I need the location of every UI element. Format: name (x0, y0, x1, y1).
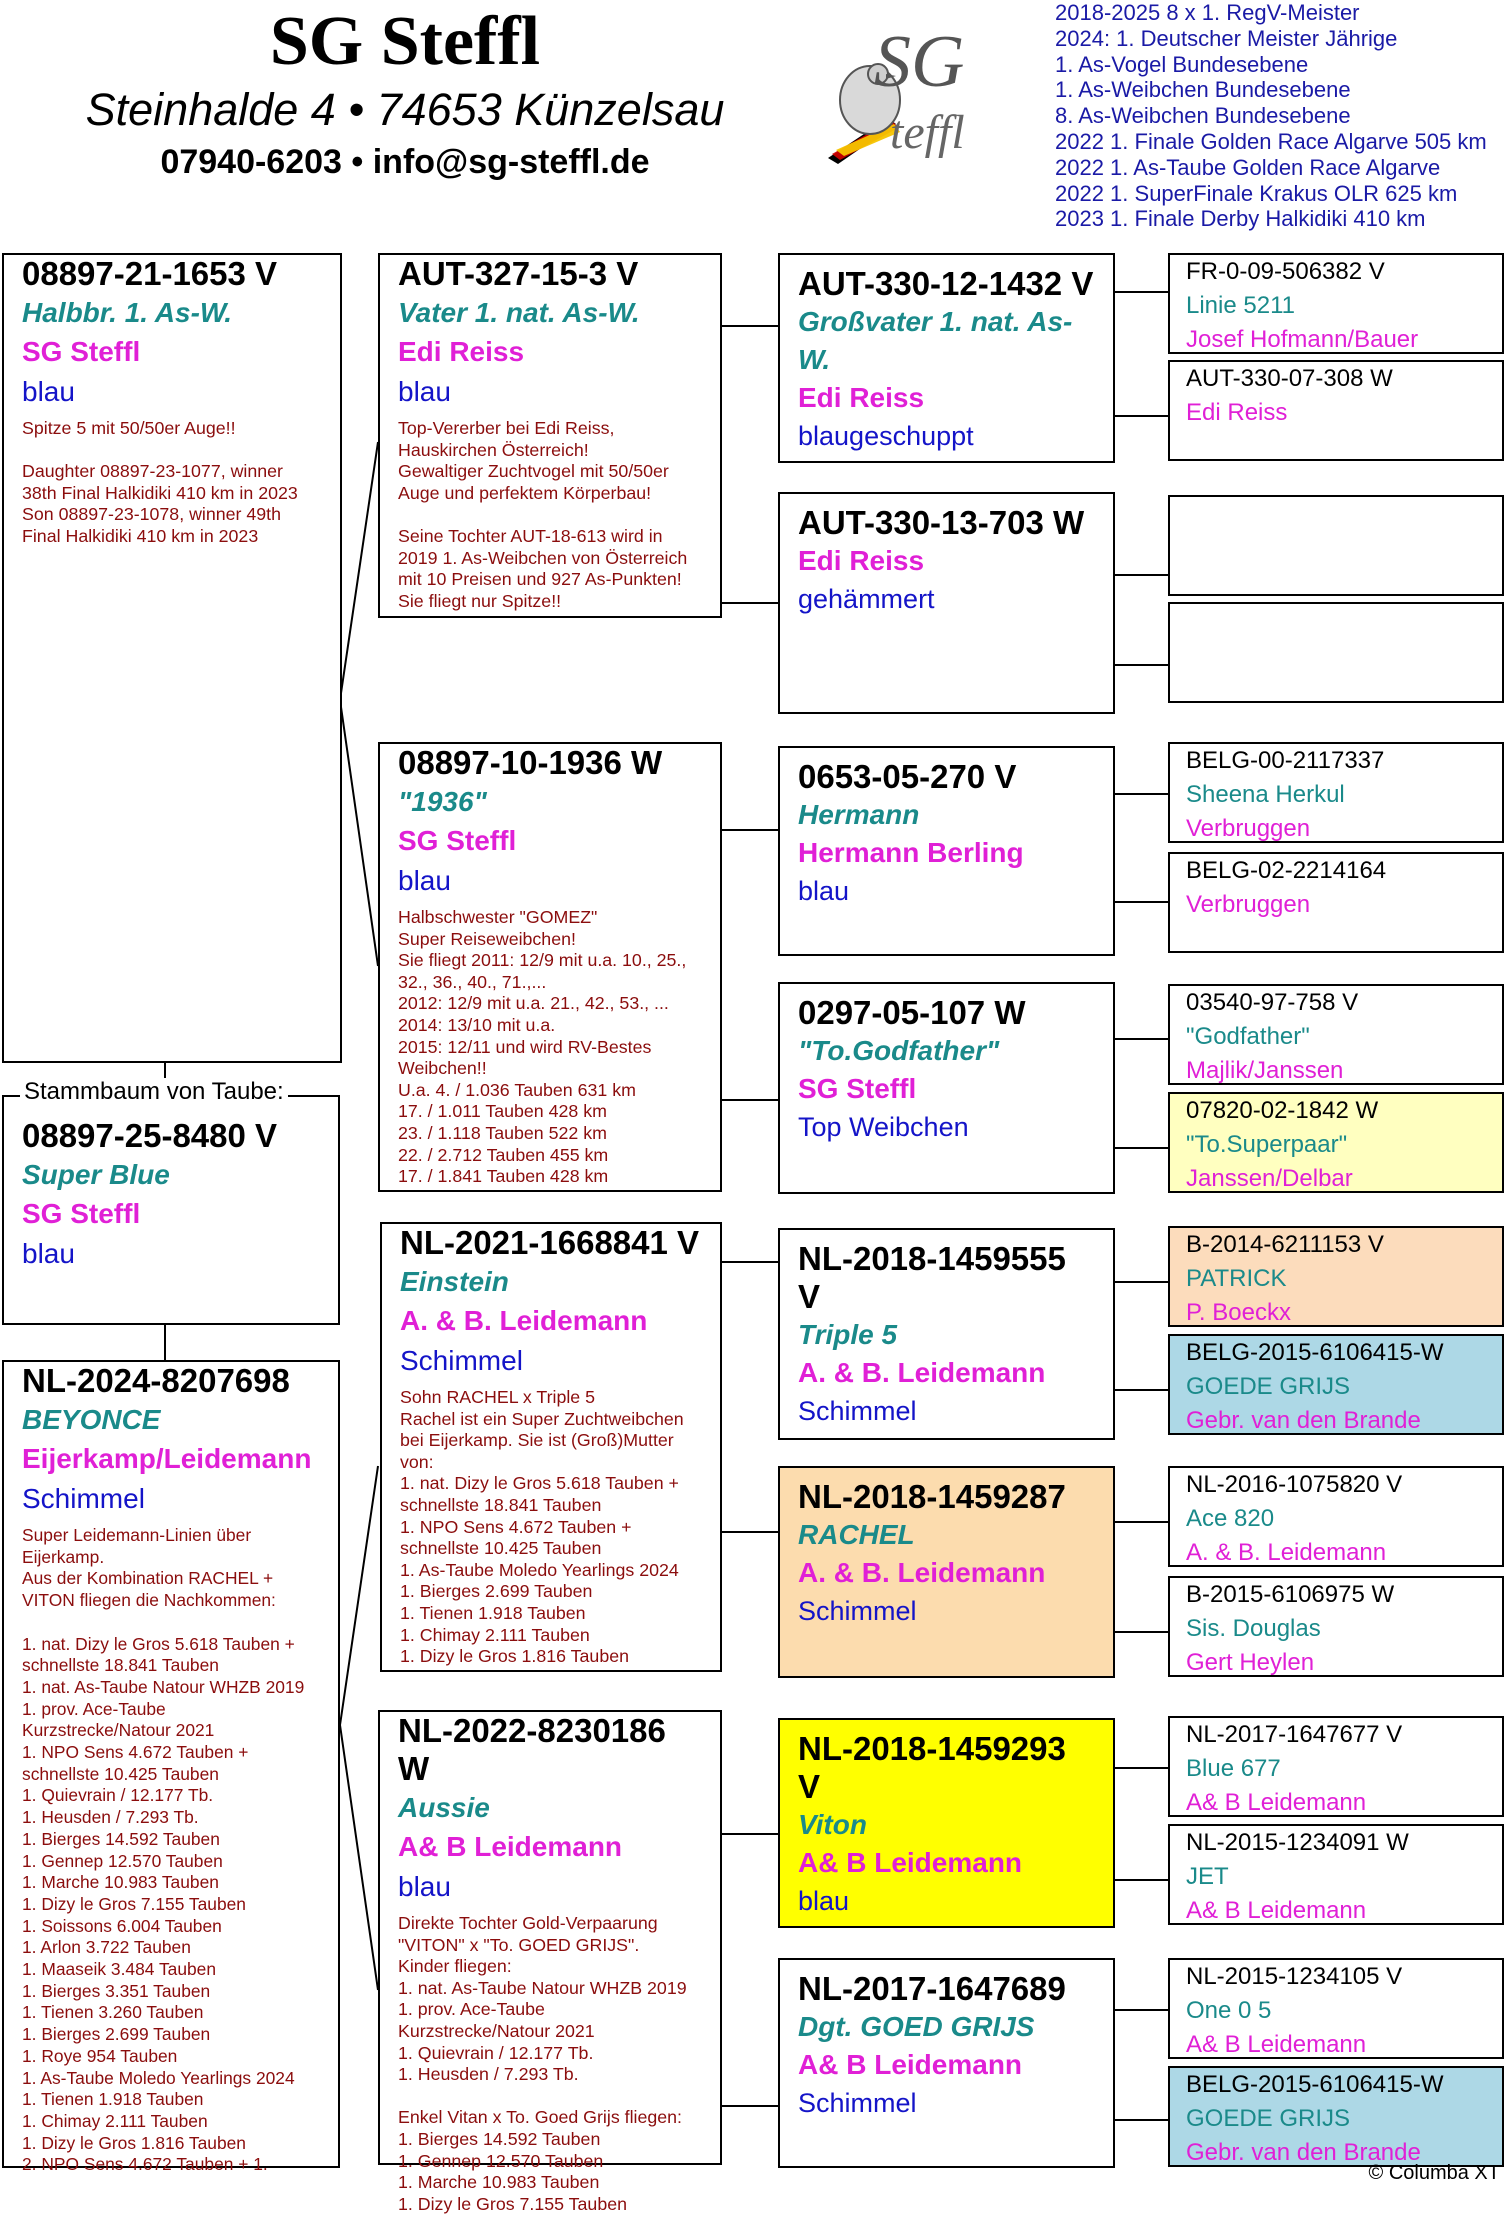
gen5-ring-number: NL-2015-1234105 V (1186, 1963, 1403, 1990)
ggp-card (778, 1228, 1115, 1440)
gen5-owner: Janssen/Delbar (1186, 1165, 1353, 1192)
ggp-color: Top Weibchen (798, 1112, 969, 1142)
achievement-item: 2022 1. As-Taube Golden Race Algarve (1055, 154, 1441, 180)
ggp-color: blaugeschuppt (798, 421, 974, 451)
ggp-owner: Hermann Berling (798, 837, 1024, 868)
gen5-name: Ace 820 (1186, 1505, 1275, 1532)
dam-ring-number: NL-2024-8207698 (22, 1362, 290, 1399)
svg-text:SG: SG (874, 21, 965, 103)
gen5-card (1168, 984, 1504, 1085)
gp-ring-number: NL-2022-8230186 W (398, 1712, 666, 1787)
svg-text:teffl: teffl (890, 106, 965, 159)
gp-name: Aussie (398, 1792, 490, 1823)
gp-ring-number: 08897-10-1936 W (398, 744, 663, 781)
gen5-card (1168, 1576, 1504, 1677)
gen5-name: One 0 5 (1186, 1997, 1272, 2024)
gen5-owner: P. Boeckx (1186, 1299, 1291, 1326)
gen5-card-empty (1168, 495, 1504, 596)
ggp-ring-number: NL-2018-1459287 (798, 1478, 1066, 1515)
gen5-owner: Gebr. van den Brande (1186, 2139, 1421, 2166)
gen5-owner: Edi Reiss (1186, 399, 1288, 426)
subject-color: blau (22, 1238, 75, 1269)
gen5-ring-number: NL-2016-1075820 V (1186, 1471, 1403, 1498)
grandparent-card (378, 253, 722, 618)
gp-ring-number: AUT-327-15-3 V (398, 255, 639, 292)
gen5-card (1168, 1466, 1504, 1567)
ggp-ring-number: 0297-05-107 W (798, 994, 1026, 1031)
gen5-card (1168, 360, 1504, 461)
achievement-item: 8. As-Weibchen Bundesebene (1055, 103, 1351, 129)
gen5-ring-number: NL-2017-1647677 V (1186, 1721, 1403, 1748)
grandparent-card (378, 1710, 722, 2214)
gen5-card (1168, 742, 1504, 843)
breeder-title: SG Steffl (269, 3, 541, 80)
gp-notes: Sohn RACHEL x Triple 5 Rachel ist ein Super Zuchtweibchen bei Eijerkamp. Sie ist (Groß)Mutter von: 1. nat. Dizy le Gros 5.618 Tauben + schnellste 18.841 Tauben 1. NPO Sens 4.672 Tauben + schnellste 10.425 Tauben 1. As-Taube Moledo Yearlings 2024 1. Bierges 2.699 Tauben 1. Tienen 1.918 Tauben 1. Chimay 2.111 Tauben 1. Dizy le Gros 1.816 Tauben (400, 1387, 684, 1667)
gen5-name: GOEDE GRIJS (1186, 2105, 1351, 2132)
dam-notes: Super Leidemann-Linien über Eijerkamp. Aus der Kombination RACHEL + VITON fliegen die Nachkommen: 1. nat. Dizy le Gros 5.618 Tauben + schnellste 18.841 Tauben 1. nat. As-Taube Natour WHZB 2019 1. prov. Ace-Taube Kurzstrecke/Natour 2021 1. NPO Sens 4.672 Tauben + schnellste 10.425 Tauben 1. Quievrain / 12.177 Tb. 1. Heusden / 7.293 Tb. 1. Bierges 14.592 Tauben 1. Gennep 12.570 Tauben 1. Marche 10.983 Tauben 1. Dizy le Gros 7.155 Tauben 1. Soissons 6.004 Tauben 1. Arlon 3.722 Tauben 1. Maaseik 3.484 Tauben 1. Bierges 3.351 Tauben 1. Tienen 3.260 Tauben 1. Bierges 2.699 Tauben 1. Roye 954 Tauben 1. As-Taube Moledo Yearlings 2024 1. Tienen 1.918 Tauben 1. Chimay 2.111 Tauben 1. Dizy le Gros 1.816 Tauben 2. NPO Sens 4.672 Tauben + 1. (22, 1525, 305, 2175)
gp-owner: A. & B. Leidemann (400, 1305, 648, 1336)
subject-card (2, 1095, 340, 1325)
gp-ring-number: NL-2021-1668841 V (400, 1224, 700, 1261)
subject-name: Super Blue (22, 1159, 170, 1190)
gen5-card (1168, 1958, 1504, 2059)
ggp-card (778, 746, 1115, 956)
ggp-ring-number: AUT-330-12-1432 V (798, 265, 1094, 302)
gen5-owner: A& B Leidemann (1186, 1897, 1367, 1924)
gen5-name: Sis. Douglas (1186, 1615, 1321, 1642)
gen5-ring-number: BELG-02-2214164 (1186, 857, 1387, 884)
ggp-color: blau (798, 876, 850, 906)
dam-card (2, 1360, 340, 2175)
ggp-card (778, 982, 1115, 1194)
gp-color: blau (398, 1871, 451, 1902)
sire-name: Halbbr. 1. As-W. (22, 297, 233, 328)
gen5-card (1168, 2066, 1504, 2167)
gen5-card (1168, 1226, 1504, 1327)
ggp-owner: SG Steffl (798, 1073, 917, 1104)
dam-color: Schimmel (22, 1483, 145, 1514)
gen5-owner: A& B Leidemann (1186, 2031, 1367, 2058)
ggp-ring-number: NL-2018-1459555 V (798, 1240, 1066, 1315)
gen5-ring-number: 03540-97-758 V (1186, 989, 1359, 1016)
gp-color: blau (398, 376, 451, 407)
gp-owner: Edi Reiss (398, 336, 525, 367)
ggp-ring-number: NL-2017-1647689 (798, 1970, 1066, 2007)
gen5-owner: Gebr. van den Brande (1186, 1407, 1421, 1434)
ggp-ring-number: 0653-05-270 V (798, 758, 1017, 795)
gen5-name: GOEDE GRIJS (1186, 1373, 1351, 1400)
gp-color: blau (398, 865, 451, 896)
ggp-card (778, 1718, 1115, 1928)
breeder-address: Steinhalde 4 • 74653 Künzelsau (85, 84, 725, 135)
gen5-name: Sheena Herkul (1186, 781, 1345, 808)
gp-owner: SG Steffl (398, 825, 517, 856)
ggp-card (778, 1466, 1115, 1678)
sire-owner: SG Steffl (22, 336, 141, 367)
sire-ring-number: 08897-21-1653 V (22, 255, 278, 292)
gen5-card (1168, 852, 1504, 953)
gen5-card (1168, 1092, 1504, 1193)
gen5-owner: Verbruggen (1186, 891, 1311, 918)
gp-owner: A& B Leidemann (398, 1831, 623, 1862)
gen5-owner: A& B Leidemann (1186, 1789, 1367, 1816)
sire-notes: Spitze 5 mit 50/50er Auge!! Daughter 08897-23-1077, winner 38th Final Halkidiki 410 km in 2023 Son 08897-23-1078, winner 49th Final Halkidiki 410 km in 2023 (22, 418, 298, 546)
ggp-name: Dgt. GOED GRIJS (798, 2011, 1035, 2042)
grandparent-card (378, 742, 722, 1192)
sire-color: blau (22, 376, 75, 407)
gp-notes: Top-Vererber bei Edi Reiss, Hauskirchen Österreich! Gewaltiger Zuchtvogel mit 50/50er Auge und perfektem Körperbau! Seine Tochter AUT-18-613 wird in 2019 1. As-Weibchen von Österreich mit 10 Preisen und 927 As-Punkten! Sie fliegt nur Spitze!! (398, 418, 688, 611)
achievement-item: 2018-2025 8 x 1. RegV-Meister (1055, 0, 1360, 25)
gen5-ring-number: AUT-330-07-308 W (1186, 365, 1393, 392)
ggp-owner: A. & B. Leidemann (798, 1557, 1046, 1588)
gen5-name: Linie 5211 (1186, 292, 1295, 319)
gen5-owner: Verbruggen (1186, 815, 1311, 842)
grandparent-card (380, 1222, 722, 1672)
gen5-owner: Josef Hofmann/Bauer (1186, 326, 1419, 353)
gen5-owner: Gert Heylen (1186, 1649, 1315, 1676)
subject-owner: SG Steffl (22, 1198, 141, 1229)
ggp-name: "To.Godfather" (798, 1035, 1000, 1066)
gp-name: Vater 1. nat. As-W. (398, 297, 640, 328)
achievement-item: 2022 1. Finale Golden Race Algarve 505 km (1055, 128, 1487, 154)
ggp-card (778, 492, 1115, 714)
subject-label: Stammbaum von Taube: (20, 1078, 288, 1106)
gen5-name: Blue 677 (1186, 1755, 1281, 1782)
achievement-item: 2022 1. SuperFinale Krakus OLR 625 km (1055, 180, 1458, 206)
gp-notes: Direkte Tochter Gold-Verpaarung "VITON" x "To. GOED GRIJS". Kinder fliegen: 1. nat. As-Taube Natour WHZB 2019 1. prov. Ace-Taube Kurzstrecke/Natour 2021 1. Quievrain / 12.177 Tb. 1. Heusden / 7.293 Tb. Enkel Vitan x To. Goed Grijs fliegen: 1. Bierges 14.592 Tauben 1. Gennep 12.570 Tauben 1. Marche 10.983 Tauben 1. Dizy le Gros 7.155 Tauben (398, 1913, 687, 2214)
achievement-item: 1. As-Weibchen Bundesebene (1055, 77, 1351, 103)
ggp-card (778, 1958, 1115, 2168)
gp-name: Einstein (400, 1266, 509, 1297)
gen5-owner: A. & B. Leidemann (1186, 1539, 1387, 1566)
gen5-card (1168, 1824, 1504, 1925)
achievement-item: 1. As-Vogel Bundesebene (1055, 51, 1309, 77)
ggp-card (778, 253, 1115, 463)
ggp-ring-number: NL-2018-1459293 V (798, 1730, 1066, 1805)
copyright-footer: © Columba XT (1368, 2162, 1500, 2184)
ggp-owner: A& B Leidemann (798, 2049, 1023, 2080)
subject-ring-number: 08897-25-8480 V (22, 1117, 278, 1154)
gen5-card-empty (1168, 602, 1504, 703)
gen5-card (1168, 1716, 1504, 1817)
ggp-color: Schimmel (798, 1396, 917, 1426)
ggp-name: Großvater 1. nat. As-W. (798, 306, 1073, 375)
gen5-owner: Majlik/Janssen (1186, 1057, 1344, 1084)
gen5-name: "Godfather" (1186, 1023, 1310, 1050)
gen5-name: PATRICK (1186, 1265, 1287, 1292)
ggp-color: blau (798, 1886, 850, 1916)
ggp-color: Schimmel (798, 2088, 917, 2118)
gp-notes: Halbschwester "GOMEZ" Super Reiseweibchen! Sie fliegt 2011: 12/9 mit u.a. 10., 25., 32., 36., 40., 71.,... 2012: 12/9 mit u.a. 21., 42., 53., ... 2014: 13/10 mit u.a. 2015: 12/11 und wird RV-Bestes Weibchen!! U.a. 4. / 1.036 Tauben 631 km 17. / 1.011 Tauben 428 km 23. / 1.118 Tauben 522 km 22. / 2.712 Tauben 455 km 17. / 1.841 Tauben 428 km (398, 907, 687, 1187)
dam-owner: Eijerkamp/Leidemann (22, 1443, 312, 1474)
gen5-card (1168, 253, 1504, 354)
breeder-contact: 07940-6203 • info@sg-steffl.de (160, 143, 650, 181)
gen5-ring-number: 07820-02-1842 W (1186, 1097, 1379, 1124)
ggp-owner: A. & B. Leidemann (798, 1357, 1046, 1388)
ggp-name: RACHEL (798, 1519, 915, 1550)
achievement-item: 2024: 1. Deutscher Meister Jährige (1055, 25, 1398, 51)
gen5-card (1168, 1334, 1504, 1435)
ggp-color: Schimmel (798, 1596, 917, 1626)
ggp-name: Triple 5 (798, 1319, 898, 1350)
gen5-ring-number: B-2015-6106975 W (1186, 1581, 1395, 1608)
gen5-name: "To.Superpaar" (1186, 1131, 1348, 1158)
ggp-owner: Edi Reiss (798, 545, 925, 576)
gen5-ring-number: BELG-00-2117337 (1186, 747, 1385, 774)
dam-name: BEYONCE (22, 1404, 161, 1435)
ggp-color: gehämmert (798, 584, 935, 614)
gp-name: "1936" (398, 786, 487, 817)
gen5-ring-number: NL-2015-1234091 W (1186, 1829, 1409, 1856)
ggp-name: Hermann (798, 799, 920, 830)
gen5-ring-number: B-2014-6211153 V (1186, 1231, 1384, 1258)
gp-color: Schimmel (400, 1345, 523, 1376)
ggp-owner: Edi Reiss (798, 382, 925, 413)
gen5-name: JET (1186, 1863, 1229, 1890)
ggp-name: Viton (798, 1809, 867, 1840)
sire-card (2, 253, 342, 1063)
ggp-owner: A& B Leidemann (798, 1847, 1023, 1878)
ggp-ring-number: AUT-330-13-703 W (798, 504, 1085, 541)
achievement-item: 2023 1. Finale Derby Halkidiki 410 km (1055, 206, 1426, 232)
gen5-ring-number: BELG-2015-6106415-W (1186, 2071, 1444, 2098)
gen5-ring-number: FR-0-09-506382 V (1186, 258, 1385, 285)
gen5-ring-number: BELG-2015-6106415-W (1186, 1339, 1444, 1366)
